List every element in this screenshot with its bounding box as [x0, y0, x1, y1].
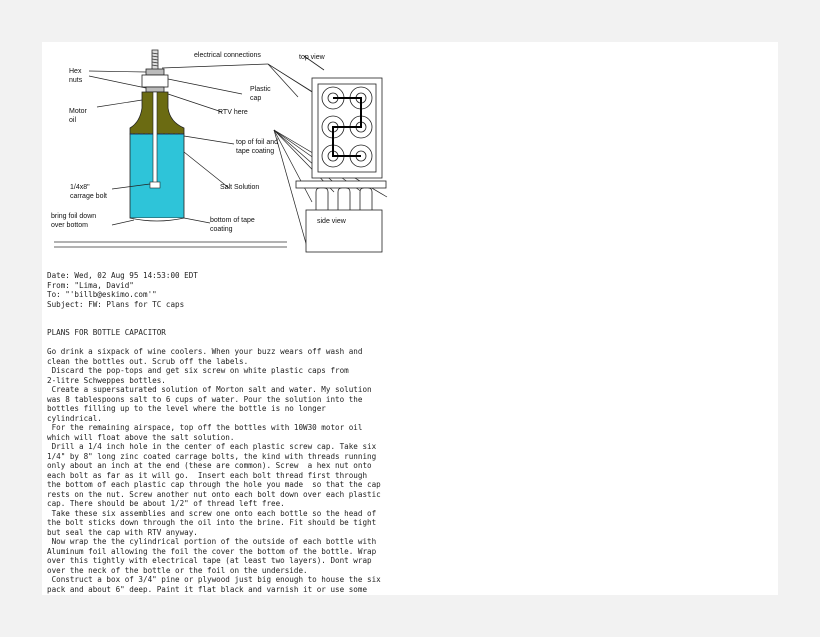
- label-bring-foil: bring foil down over bottom: [51, 213, 97, 229]
- label-electrical-connections: electrical connections: [194, 52, 261, 59]
- body-line: only about an inch at the end (these are common). Screw a hex nut onto: [47, 461, 372, 470]
- body-line: pack and about 6" deep. Paint it flat black and varnish it or use some: [47, 584, 368, 594]
- label-top-of-foil: top of foil and tape coating: [236, 139, 279, 155]
- document-page: [42, 42, 778, 595]
- body-line: each bolt as far as it will go. Insert each bolt thread first through: [47, 470, 368, 480]
- bottle-bottom: [130, 218, 184, 221]
- label-side-view: side view: [317, 218, 346, 225]
- top-view-box: [304, 56, 382, 178]
- body-line: Aluminum foil allowing the foil the cover the bottom of the bottle. Wrap: [47, 546, 377, 556]
- plastic-cap: [142, 75, 168, 87]
- body-line: Construct a box of 3/4" pine or plywood just big enough to house the six: [47, 575, 381, 584]
- body-line: Create a supersaturated solution of Morton salt and water. My solution: [47, 385, 372, 394]
- email-header: [47, 271, 767, 309]
- body-line: 1/4" by 8" long zinc coated carrage bolts, the kind with threads running: [47, 451, 377, 461]
- email-from: From: "Lima, David": [47, 280, 134, 290]
- body-line: rests on the nut. Screw another nut onto each bolt down over each plastic: [47, 489, 381, 499]
- carriage-bolt: [153, 92, 157, 184]
- body-line: cap. There should be about 1/2" of thread left free.: [47, 499, 285, 508]
- hex-nut-bottom: [146, 87, 164, 92]
- body-line: 2-litre Schweppes bottles.: [47, 375, 166, 385]
- label-bolt: 1/4x8" carrage bolt: [70, 184, 107, 200]
- body-line: was 8 tablespoons salt to 6 cups of water. Pour the solution into the: [47, 394, 363, 404]
- label-motor-oil: Motor oil: [69, 108, 87, 124]
- email-subject: Subject: FW: Plans for TC caps: [47, 299, 185, 309]
- body-line: over this tightly with electrical tape (at least two layers). Dont wrap: [47, 556, 372, 565]
- label-plastic-cap: Plastic cap: [250, 86, 271, 102]
- body-line: Now wrap the the cylindrical portion of the outside of each bottle with: [47, 537, 377, 546]
- label-bottom-of-tape: bottom of tape coating: [210, 217, 255, 233]
- label-top-view: top view: [299, 54, 325, 61]
- body-line: Take these six assemblies and screw one onto each bottle so the head of: [47, 508, 377, 518]
- body-line: For the remaining airspace, top off the bottles with 10W30 motor oil: [47, 423, 363, 432]
- body-line: bottles filling up to the level where the bottle is no longer: [47, 404, 326, 413]
- email-body: [47, 347, 767, 594]
- body-line: clean the bottles out. Scrub off the labels.: [47, 356, 249, 366]
- body-line: which will float above the salt solution.: [47, 432, 235, 442]
- body-line: cylindrical.: [47, 413, 102, 423]
- hex-nut-top: [146, 69, 164, 75]
- body-line: Go drink a sixpack of wine coolers. When your buzz wears off wash and: [47, 347, 363, 356]
- body-line: Discard the pop-tops and get six screw on white plastic caps from: [47, 366, 349, 375]
- body-line: the bottom of each plastic cap through the hole you made so that the cap: [47, 480, 381, 489]
- email-to: To: "'billb@eskimo.com'": [47, 290, 157, 299]
- label-hex-nuts: Hex nuts: [69, 68, 83, 84]
- label-rtv-here: RTV here: [218, 109, 248, 116]
- email-title: PLANS FOR BOTTLE CAPACITOR: [47, 328, 166, 337]
- body-line: but seal the cap with RTV anyway.: [47, 527, 198, 537]
- email-date: Date: Wed, 02 Aug 95 14:53:00 EDT: [47, 271, 198, 280]
- label-salt-solution: Salt Solution: [220, 184, 260, 191]
- email-text: [47, 271, 767, 594]
- body-line: Drill a 1/4 inch hole in the center of each plastic screw cap. Take six: [47, 442, 377, 451]
- body-line: over the neck of the bottle or the foil on the underside.: [47, 565, 308, 575]
- body-line: the bolt sticks down through the oil into the brine. Fit should be tight: [47, 518, 377, 527]
- bolt-thread: [152, 50, 158, 70]
